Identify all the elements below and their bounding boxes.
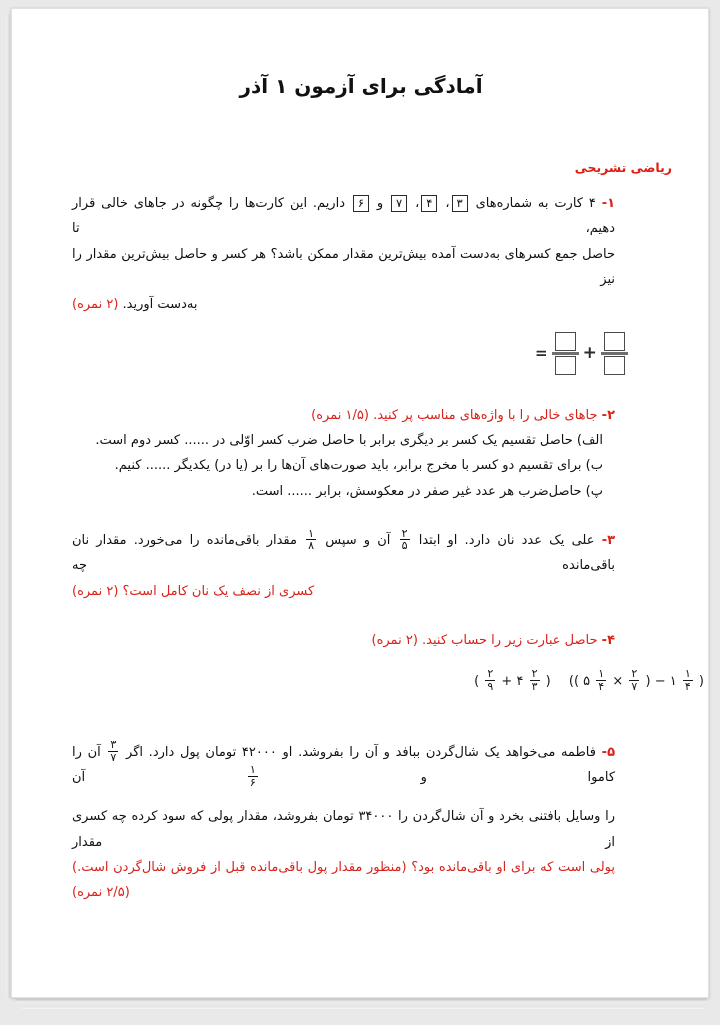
complex-fraction — [466, 669, 710, 693]
card-number-1: ۳ — [452, 195, 468, 212]
question-3-number: ۳- — [601, 533, 616, 549]
question-3 — [12, 504, 710, 604]
page-title: آمادگی برای آزمون ۱ آذر — [239, 74, 483, 98]
mixed-number-whole: ۱ — [669, 674, 677, 690]
card-conjunction: و — [376, 196, 384, 211]
fraction-one-eighth — [306, 528, 316, 552]
question-2 — [12, 375, 710, 504]
question-1-number: ۱- — [601, 196, 616, 211]
fraction-numerator: ۱ — [598, 667, 605, 681]
question-1-text-b: داریم. این کارت‌ها را چگونه در جاهای خالی قرار دهیم، تا — [72, 196, 615, 237]
fraction-three-sevenths — [108, 739, 118, 763]
fraction-denominator: ۳ — [531, 680, 538, 694]
question-5 — [12, 694, 710, 906]
complex-fraction-expression — [12, 653, 710, 693]
fraction-numerator: ۲ — [401, 526, 408, 540]
question-4-prompt: حاصل عبارت زیر را حساب کنید. — [422, 633, 598, 649]
question-5-line-3 — [72, 855, 615, 906]
question-3-line-1 — [72, 528, 615, 579]
numerator-blank-box — [604, 332, 625, 351]
empty-fraction-box-1 — [601, 332, 628, 375]
document-page — [11, 8, 709, 998]
card-number-4: ۶ — [353, 195, 369, 212]
fraction-denominator: ۷ — [110, 750, 117, 764]
question-2-part-be: ب) برای تقسیم دو کسر با مخرج برابر، باید صورت‌های آن‌ها را بر (یا در) یکدیگر ...... کنیم. — [114, 458, 603, 474]
question-1 — [12, 175, 710, 318]
fraction-bar — [601, 352, 628, 355]
fraction-numerator: ۲ — [631, 667, 638, 681]
question-2-number: ۲- — [601, 407, 615, 423]
page-edge-left — [6, 14, 10, 998]
question-5-text-c: آن — [72, 769, 86, 785]
question-1-line-1 — [72, 191, 615, 242]
fraction-denominator: ۹ — [487, 680, 494, 694]
paren-open: ( — [474, 674, 480, 690]
question-1-line-2: حاصل جمع کسرهای به‌دست آمده بیش‌ترین مقدار ممکن باشد؟ هر کسر و حاصل بیش‌ترین مقدار را نیز — [72, 246, 615, 288]
fraction-denominator: ۷ — [631, 680, 638, 694]
fraction-denominator: ۸ — [308, 539, 315, 553]
question-5-text-b: آن را کاموا و — [72, 744, 616, 785]
complex-fraction-numerator — [466, 667, 563, 694]
question-4 — [12, 604, 710, 653]
question-5-line-2: را وسایل بافتنی بخرد و آن شال‌گردن را ۳۴۰۰۰ تومان بفروشد، مقدار پولی که سود کرده چه کسری از مقدار — [72, 809, 615, 850]
fraction-numerator: ۱ — [249, 763, 256, 777]
fraction-denominator: ۴ — [684, 680, 691, 694]
empty-fraction-box-2 — [552, 332, 579, 375]
mixed-number-whole: ۴ — [516, 674, 524, 690]
fraction-denominator: ۵ — [401, 539, 408, 553]
denominator-blank-box — [604, 356, 625, 375]
question-2-points: (۱/۵ نمره) — [311, 407, 369, 423]
fraction-two-fifths — [400, 528, 410, 552]
fraction-numerator: ۲ — [487, 667, 494, 681]
question-1-points: (۲ نمره) — [72, 297, 119, 313]
question-5-points: (۲/۵ نمره) — [72, 885, 130, 901]
fraction-one-fourth — [596, 668, 606, 692]
question-3-text-a: علی یک عدد نان دارد. او ابتدا — [418, 533, 595, 549]
question-3-text-c: مقدار باقی‌مانده را می‌خورد. مقدار نان باقی‌مانده چه — [72, 533, 615, 574]
question-4-prompt-line — [72, 628, 615, 653]
question-5-text-d: پولی است که برای او باقی‌مانده بود؟ (منظور مقدار پول باقی‌مانده قبل از فروش شال‌گردن است.) — [72, 859, 615, 875]
fraction-two-thirds — [530, 668, 540, 692]
fraction-one-fourth-b — [683, 668, 693, 692]
question-5-line-1 — [72, 740, 615, 791]
fraction-numerator: ۱ — [308, 526, 315, 540]
fraction-bar — [552, 352, 579, 355]
question-2-part-alef: الف) حاصل تقسیم یک کسر بر دیگری برابر با حاصل ضرب کسر اوّلی در ...... کسر دوم است. — [95, 433, 603, 449]
paren-close: ) — [545, 674, 551, 690]
question-5-number: ۵- — [601, 744, 615, 760]
question-5-text-a: فاطمه می‌خواهد یک شال‌گردن ببافد و آن را بفروشد. او ۴۲۰۰۰ تومان پول دارد. اگر — [126, 744, 596, 760]
fraction-denominator: ۴ — [598, 680, 605, 694]
fraction-numerator: ۳ — [110, 738, 117, 752]
empty-fraction-diagram — [12, 318, 710, 375]
minus-operator: − — [654, 674, 666, 690]
card-number-2: ۴ — [421, 195, 437, 212]
mixed-number-whole: ۵ — [583, 674, 591, 690]
equals-operator: = — [535, 343, 548, 362]
paren-close-inner: ) — [645, 674, 651, 690]
question-4-points: (۲ نمره) — [371, 633, 418, 649]
card-sep-1: ، — [445, 196, 450, 211]
complex-fraction-denominator — [563, 667, 710, 694]
paren-open-double: (( — [568, 674, 580, 690]
times-operator: × — [612, 674, 624, 690]
question-2-part-pe: پ) حاصل‌ضرب هر عدد غیر صفر در معکوسش، برابر ...... است. — [251, 483, 603, 499]
numerator-blank-box — [555, 332, 576, 351]
question-3-line-2: کسری از نصف یک نان کامل است؟ (۲ نمره) — [72, 583, 315, 599]
question-2-prompt-line — [72, 403, 615, 428]
card-number-3: ۷ — [391, 195, 407, 212]
paren-close: ) — [698, 674, 704, 690]
fraction-numerator: ۲ — [531, 667, 538, 681]
document-content — [12, 9, 710, 999]
card-sep-2: ، — [415, 196, 420, 211]
question-1-text-a: ۴ کارت به شماره‌های — [475, 196, 596, 211]
fraction-one-sixth — [248, 764, 258, 788]
section-heading: ریاضی تشریحی — [574, 160, 672, 175]
plus-operator: + — [582, 342, 597, 363]
question-1-text-c: به‌دست آورید. — [122, 297, 198, 313]
question-4-number: ۴- — [601, 633, 615, 649]
fraction-two-sevenths — [629, 668, 639, 692]
question-2-prompt: جاهای خالی را با واژه‌های مناسب پر کنید. — [373, 407, 598, 423]
denominator-blank-box — [555, 356, 576, 375]
fraction-denominator: ۶ — [249, 775, 256, 789]
page-edge-bottom-secondary — [22, 1006, 704, 1009]
page-edge-bottom — [16, 999, 706, 1003]
fraction-two-ninths — [485, 668, 495, 692]
fraction-numerator: ۱ — [684, 667, 691, 681]
question-1-line-3 — [72, 292, 615, 317]
question-3-text-b: آن و سپس — [325, 533, 391, 549]
plus-operator: + — [501, 674, 513, 690]
